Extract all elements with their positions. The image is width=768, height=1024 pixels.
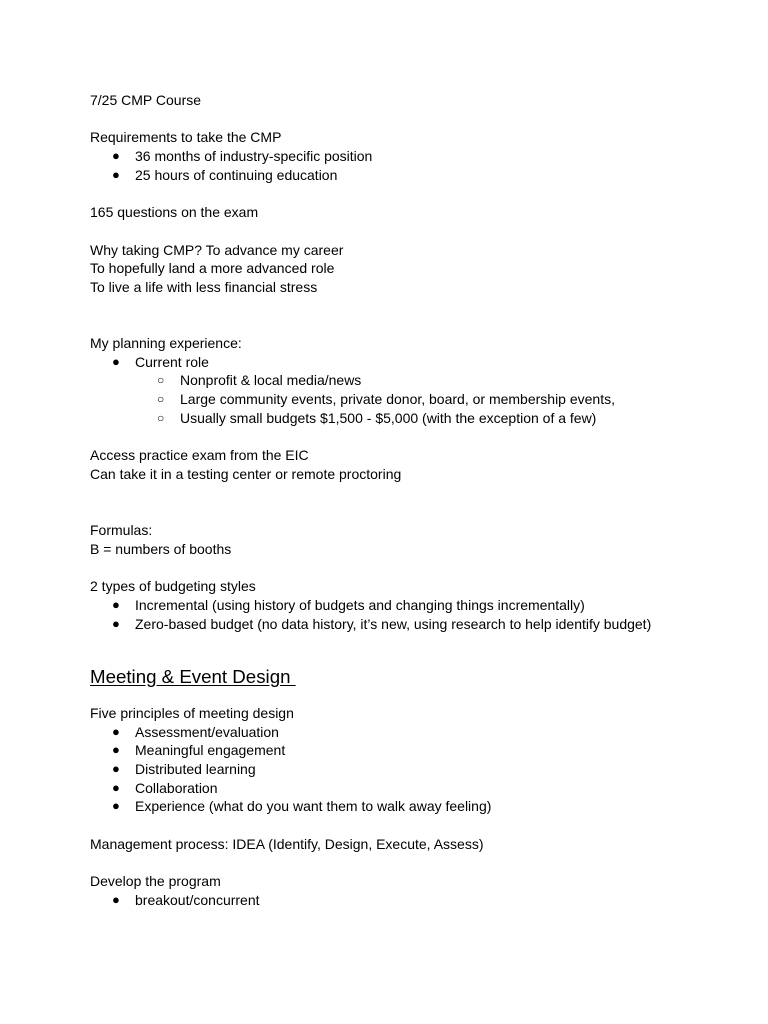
program-heading: Develop the program [90, 873, 221, 890]
requirements-heading: Requirements to take the CMP [90, 129, 282, 146]
spacer [90, 816, 728, 835]
hollow-bullet-icon: ○ [157, 373, 165, 388]
formulas-heading: Formulas: [90, 522, 153, 539]
list-item: ● Incremental (using history of budgets and changing things incrementally) [112, 596, 585, 613]
bullet-icon: ● [112, 761, 120, 777]
list-item: ● 25 hours of continuing education [112, 166, 338, 183]
budgeting-heading: 2 types of budgeting styles [90, 578, 256, 595]
bullet-icon: ● [112, 798, 120, 814]
bullet-icon: ● [112, 148, 120, 164]
spacer [90, 110, 728, 129]
spacer [90, 633, 728, 652]
list-item: ● Current role [112, 353, 209, 370]
spacer [90, 484, 728, 521]
questions-line: 165 questions on the exam [90, 204, 259, 221]
hollow-bullet-icon: ○ [157, 410, 165, 425]
principles-heading: Five principles of meeting design [90, 704, 294, 721]
list-item: ● Meaningful engagement [112, 742, 286, 759]
sub-list-item: ○ Nonprofit & local media/news [157, 372, 362, 389]
access-line: Access practice exam from the EIC [90, 447, 309, 464]
bullet-icon: ● [112, 723, 120, 739]
list-item: ● Distributed learning [112, 761, 256, 778]
spacer [90, 185, 728, 204]
program-list [90, 891, 728, 910]
list-item: ● Assessment/evaluation [112, 723, 279, 740]
hollow-bullet-icon: ○ [157, 392, 165, 407]
why-line: To hopefully land a more advanced role [90, 260, 335, 277]
budgeting-list [90, 596, 728, 633]
bullet-icon: ● [112, 891, 120, 907]
requirements-list [90, 147, 728, 184]
why-line: To live a life with less financial stress [90, 278, 318, 295]
list-item: ● 36 months of industry-specific position [112, 148, 373, 165]
principles-list [90, 723, 728, 817]
formula-line: B = numbers of booths [90, 540, 232, 557]
management-line: Management process: IDEA (Identify, Design, Execute, Assess) [90, 835, 484, 852]
course-title-line: 7/25 CMP Course [90, 92, 202, 108]
spacer [90, 854, 728, 873]
spacer [90, 428, 728, 447]
sub-list-item: ○ Large community events, private donor, board, or membership events, [157, 391, 615, 408]
experience-list [90, 353, 728, 428]
experience-heading: My planning experience: [90, 335, 242, 352]
list-item: ● Collaboration [112, 779, 218, 796]
sub-list-item: ○ Usually small budgets $1,500 - $5,000 (with the exception of a few) [157, 409, 597, 426]
bullet-icon: ● [112, 779, 120, 795]
spacer [90, 558, 728, 577]
list-item: ● breakout/concurrent [112, 891, 260, 908]
bullet-icon: ● [112, 353, 120, 369]
section-heading: Meeting & Event Design [90, 665, 296, 687]
why-line: Why taking CMP? To advance my career [90, 241, 344, 258]
spacer [90, 297, 728, 334]
bullet-icon: ● [112, 615, 120, 631]
list-item: ● Experience (what do you want them to walk away feeling) [112, 798, 492, 815]
access-line: Can take it in a testing center or remote proctoring [90, 465, 402, 482]
list-item: ● Zero-based budget (no data history, it’s new, using research to help identify budget) [112, 615, 652, 632]
bullet-icon: ● [112, 166, 120, 182]
bullet-icon: ● [112, 596, 120, 612]
spacer [90, 222, 728, 241]
bullet-icon: ● [112, 742, 120, 758]
